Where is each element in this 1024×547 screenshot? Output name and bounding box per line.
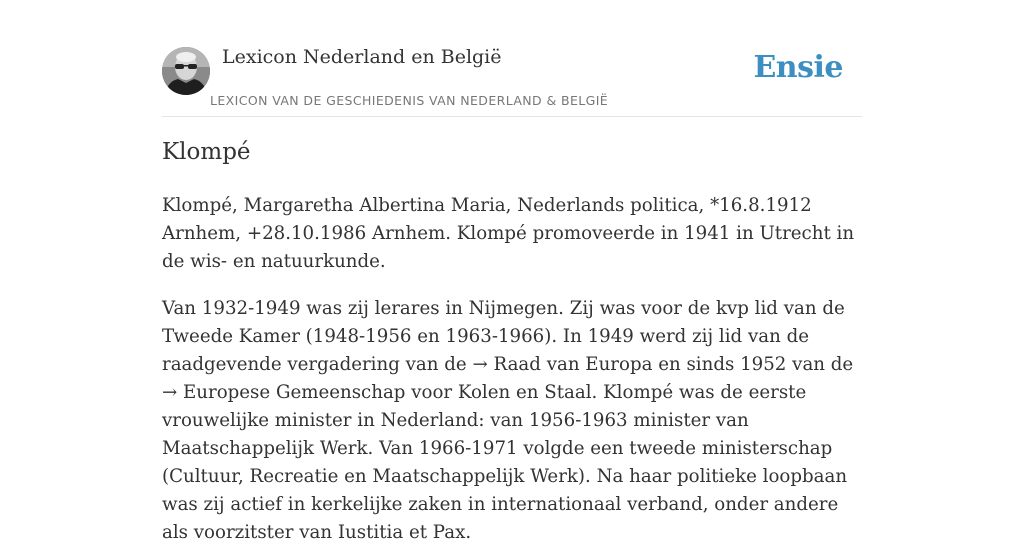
lexicon-subtitle: LEXICON VAN DE GESCHIEDENIS VAN NEDERLAND & BELGIË bbox=[210, 93, 609, 108]
article-paragraph-2 bbox=[162, 295, 862, 547]
link-raad-van-europa[interactable]: → Raad van Europa bbox=[472, 354, 653, 375]
avatar[interactable] bbox=[162, 47, 210, 95]
header bbox=[162, 0, 862, 117]
article-title: Klompé bbox=[162, 139, 251, 165]
ensie-logo-link[interactable]: Ensie bbox=[753, 50, 843, 85]
paragraph-2-text-2: en sinds 1952 van de bbox=[652, 354, 854, 375]
page-container bbox=[162, 0, 862, 543]
paragraph-2-text-3: . Klompé was de eerste vrouwelijke minister in Nederland: van 1956-1963 minister van Maatschappelijk Werk. Van 1966-1971 volgde een tweede ministerschap (Cultuur, Recreatie en Maatschappelijk Werk). Na haar politieke loopbaan was zij actief in kerkelijke zaken in internationaal verband, onder andere als voorzitster van Iustitia et Pax. bbox=[162, 382, 848, 543]
article-paragraph-1: Klompé, Margaretha Albertina Maria, Nederlands politica, *16.8.1912 Arnhem, +28.10.1986 Arnhem. Klompé promoveerde in 1941 in Utrecht in de wis- en natuurkunde. bbox=[162, 195, 855, 272]
link-egks[interactable]: → Europese Gemeenschap voor Kolen en Staal bbox=[162, 382, 592, 403]
paragraph-2-text-1: Van 1932-1949 was zij lerares in Nijmegen. Zij was voor de kvp lid van de Tweede Kamer (1948-1956 en 1963-1966). In 1949 werd zij lid van de raadgevende vergadering van de bbox=[162, 298, 845, 375]
lexicon-title[interactable]: Lexicon Nederland en België bbox=[222, 46, 502, 68]
person-photo-icon bbox=[162, 47, 210, 95]
